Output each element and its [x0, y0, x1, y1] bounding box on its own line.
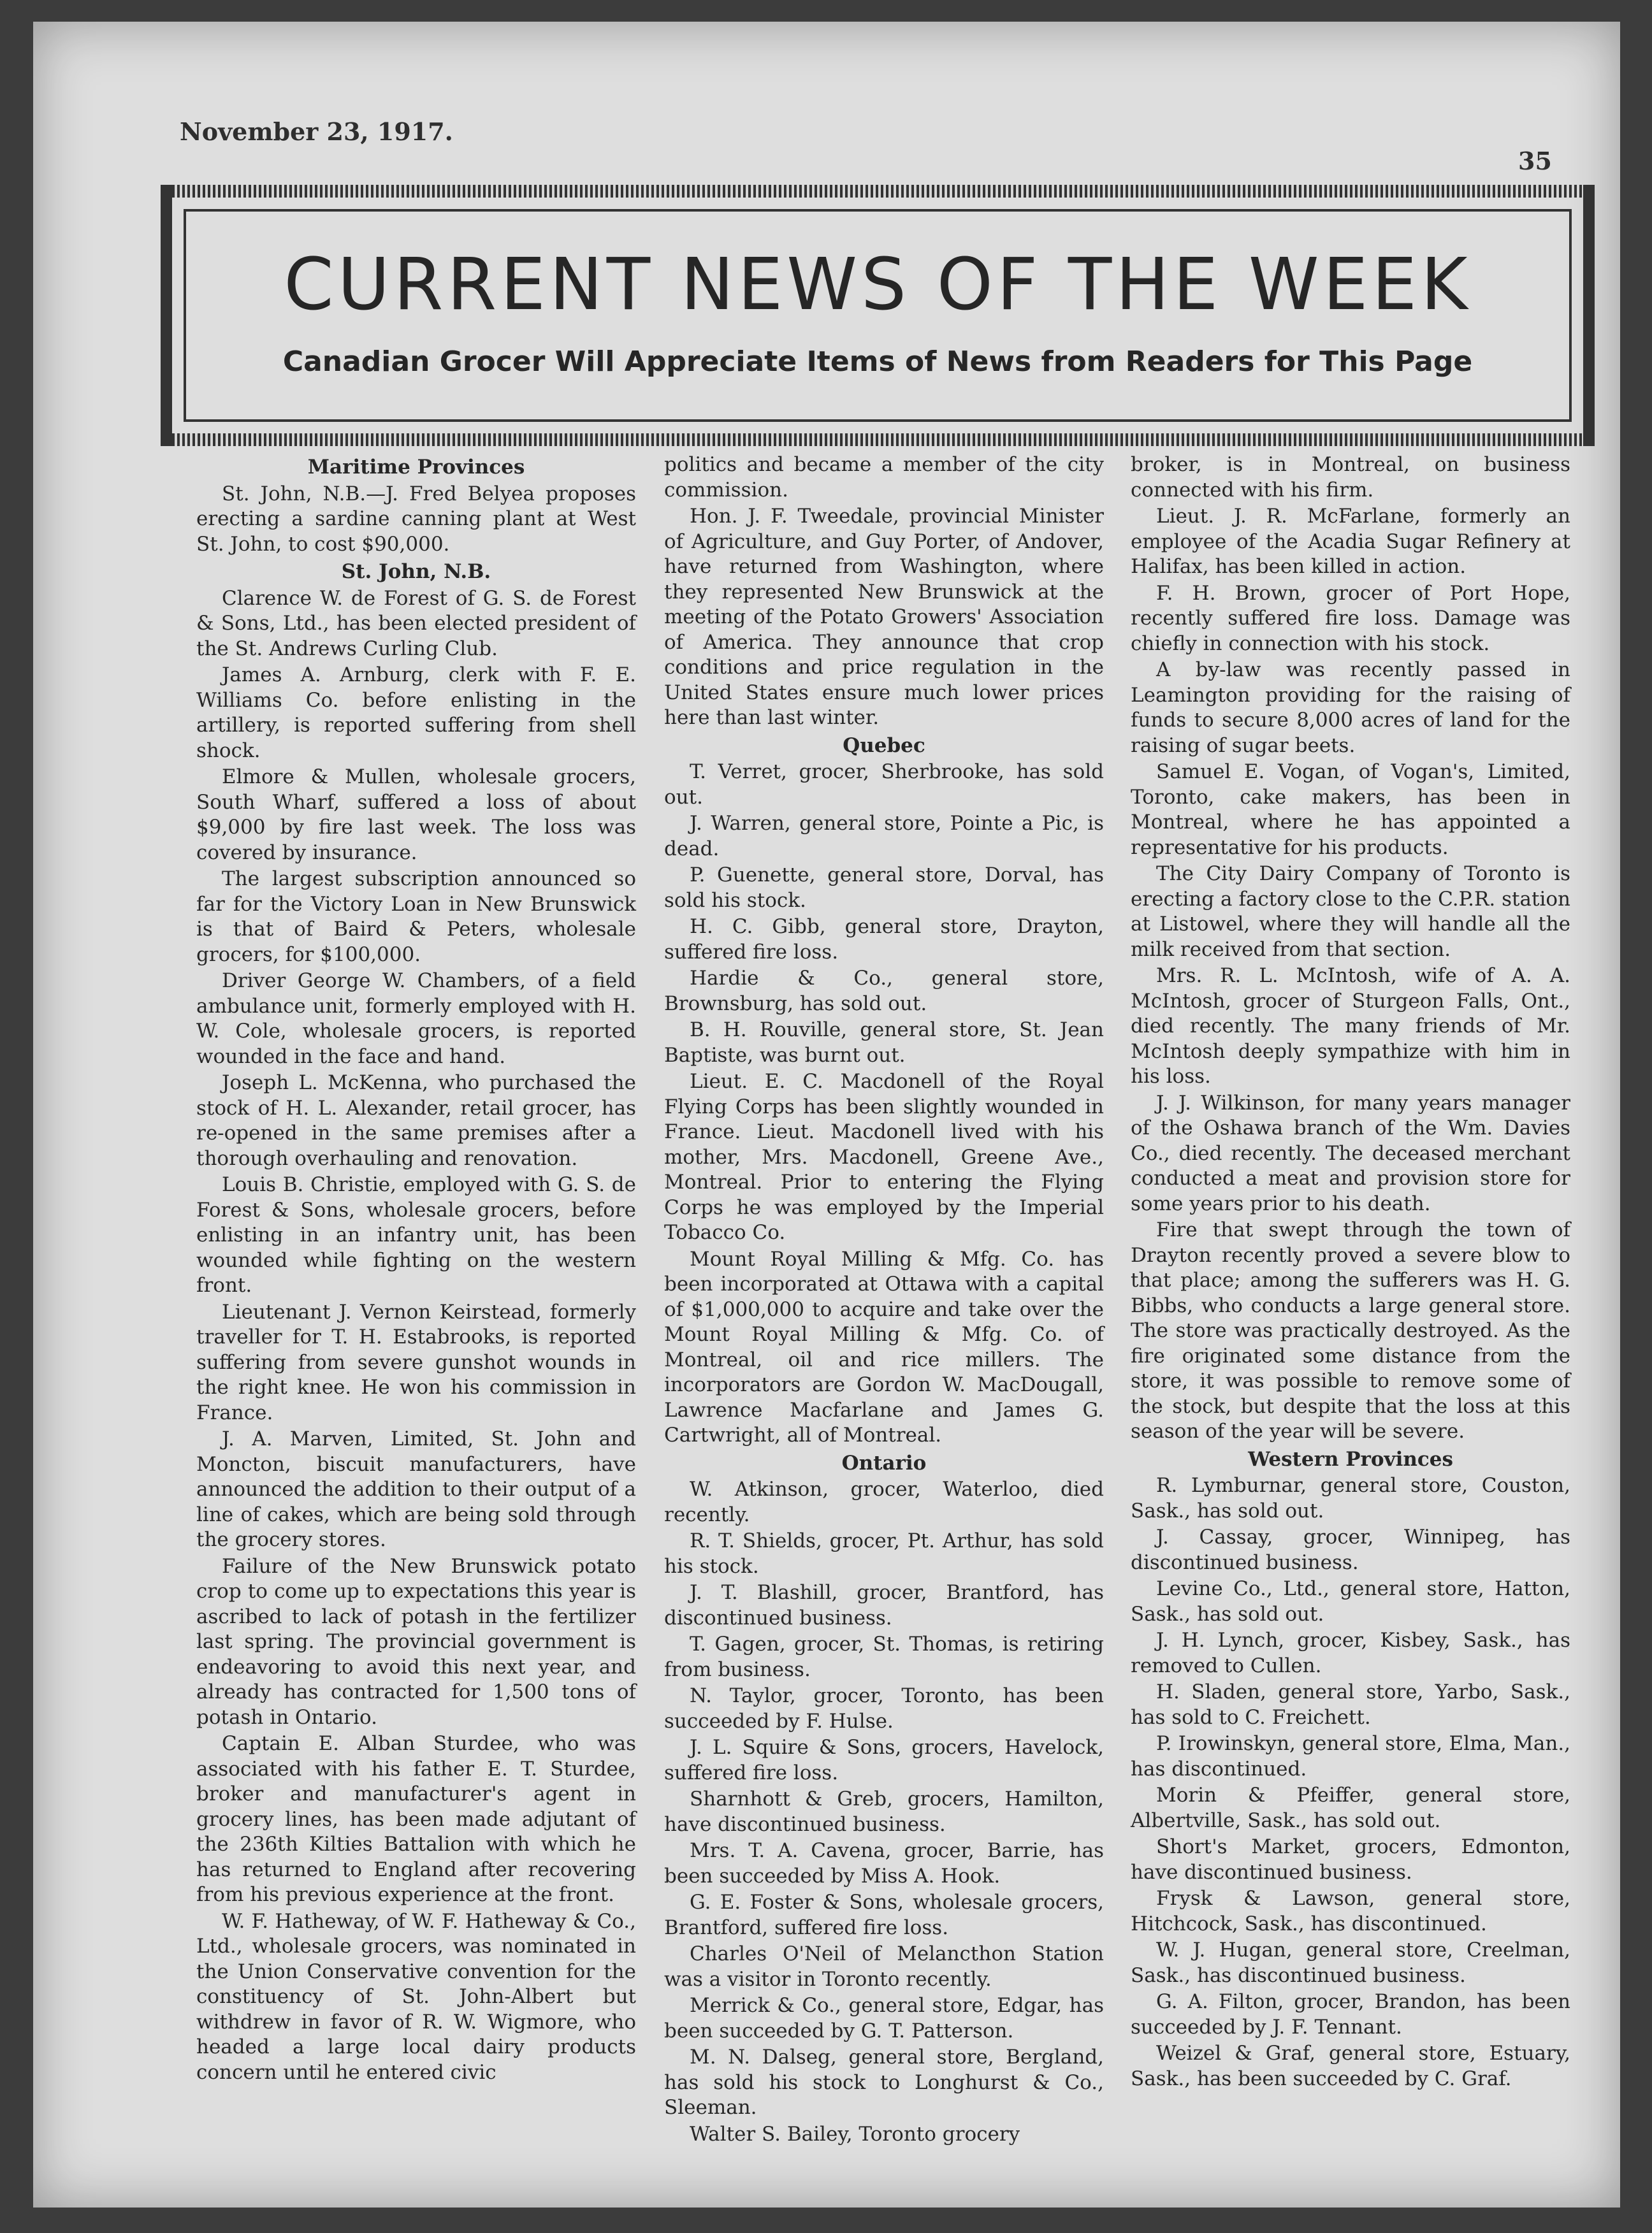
news-item: Charles O'Neil of Melancthon Station was a visitor in Toronto recently. [664, 1942, 1104, 1991]
news-item: Merrick & Co., general store, Edgar, has been succeeded by G. T. Patterson. [664, 1994, 1104, 2042]
news-item: H. C. Gibb, general store, Drayton, suffered fire loss. [664, 915, 1104, 964]
news-item: Fire that swept through the town of Drayton recently proved a severe blow to that place; among the sufferers was H. G. Bibbs, who conducts a large general store. The store was practically destroyed. As the fire originated some distance from the store, it was possible to remove some of the stock, but despite that the loss at this season of the year will be severe. [1131, 1218, 1570, 1443]
news-item: J. Cassay, grocer, Winnipeg, has discontinued business. [1131, 1526, 1570, 1574]
news-item: Joseph L. McKenna, who purchased the stock of H. L. Alexander, retail grocer, has re-opened in the same premises after a thorough overhauling and renovation. [196, 1071, 636, 1170]
news-item: W. F. Hatheway, of W. F. Hatheway & Co., Ltd., wholesale grocers, was nominated in the Union Conservative convention for the constituency of St. John-Albert but withdrew in favor of R. W. Wigmore, who headed a large local dairy products concern until he entered civic [196, 1909, 636, 2084]
news-item: G. A. Filton, grocer, Brandon, has been succeeded by J. F. Tennant. [1131, 1990, 1570, 2039]
section-heading-maritime: Maritime Provinces [307, 456, 525, 479]
news-item-continued: broker, is in Montreal, on business connected with his firm. [1131, 453, 1570, 502]
column-3 [1131, 452, 1570, 2093]
news-item: P. Irowinskyn, general store, Elma, Man., has discontinued. [1131, 1732, 1570, 1781]
page-subtitle: Canadian Grocer Will Appreciate Items of News from Readers for This Page [282, 345, 1473, 378]
news-item: Short's Market, grocers, Edmonton, have discontinued business. [1131, 1835, 1570, 1884]
news-item: Elmore & Mullen, wholesale grocers, South Wharf, suffered a loss of about $9,000 by fire last week. The loss was covered by insurance. [196, 765, 636, 864]
news-item: Failure of the New Brunswick potato crop to come up to expectations this year is ascribed to lack of potash in the fertilizer last spring. The provincial government is endeavoring to avoid this next year, and already has contracted for 1,500 tons of potash in Ontario. [196, 1554, 636, 1729]
news-item: W. J. Hugan, general store, Creelman, Sask., has discontinued business. [1131, 1939, 1570, 1987]
news-item: Samuel E. Vogan, of Vogan's, Limited, Toronto, cake makers, has been in Montreal, where he has appointed a representative for his products. [1131, 760, 1570, 859]
news-item: N. Taylor, grocer, Toronto, has been succeeded by F. Hulse. [664, 1684, 1104, 1733]
column-1 [196, 452, 636, 2086]
section-heading-ontario: Ontario [841, 1451, 927, 1475]
news-item: Driver George W. Chambers, of a field ambulance unit, formerly employed with H. W. Cole, wholesale grocers, is reported wounded in the face and hand. [196, 969, 636, 1068]
news-item: Walter S. Bailey, Toronto grocery [690, 2122, 1020, 2146]
news-item: J. H. Lynch, grocer, Kisbey, Sask., has removed to Cullen. [1131, 1629, 1570, 1677]
news-item: Lieut. E. C. Macdonell of the Royal Flying Corps has been slightly wounded in France. Lieut. Macdonell lived with his mother, Mrs. Macdonell, Greene Ave., Montreal. Prior to entering the Flying Corps he was employed by the Imperial Tobacco Co. [664, 1070, 1104, 1244]
news-item: T. Verret, grocer, Sherbrooke, has sold out. [664, 760, 1104, 809]
news-item: P. Guenette, general store, Dorval, has sold his stock. [664, 864, 1104, 912]
news-item: Lieut. J. R. McFarlane, formerly an employee of the Acadia Sugar Refinery at Halifax, has been killed in action. [1131, 505, 1570, 578]
news-item: Mrs. R. L. McIntosh, wife of A. A. McIntosh, grocer of Sturgeon Falls, Ont., died recently. The many friends of Mr. McIntosh deeply sympathize with him in his loss. [1131, 964, 1570, 1088]
news-item: Captain E. Alban Sturdee, who was associated with his father E. T. Sturdee, broker and manufacturer's agent in grocery lines, has been made adjutant of the 236th Kilties Battalion with which he has returned to England after recovering from his previous experience at the front. [196, 1732, 636, 1906]
page-number: 35 [1518, 147, 1552, 175]
news-item: J. T. Blashill, grocer, Brantford, has discontinued business. [664, 1581, 1104, 1630]
section-heading-quebec: Quebec [843, 733, 925, 757]
news-item: W. Atkinson, grocer, Waterloo, died recently. [664, 1478, 1104, 1526]
news-item: Morin & Pfeiffer, general store, Albertville, Sask., has sold out. [1131, 1784, 1570, 1832]
news-item: The City Dairy Company of Toronto is erecting a factory close to the C.P.R. station at Listowel, where they will handle all the milk received from that section. [1131, 862, 1570, 961]
news-item: The largest subscription announced so far for the Victory Loan in New Brunswick is that of Baird & Peters, wholesale grocers, for $100,000. [196, 867, 636, 966]
news-item: B. H. Rouville, general store, St. Jean Baptiste, was burnt out. [664, 1018, 1104, 1067]
page-title: CURRENT NEWS OF THE WEEK [284, 243, 1472, 326]
news-item: Frysk & Lawson, general store, Hitchcock, Sask., has discontinued. [1131, 1887, 1570, 1935]
news-item: R. T. Shields, grocer, Pt. Arthur, has sold his stock. [664, 1529, 1104, 1578]
news-item: St. John, N.B.—J. Fred Belyea proposes erecting a sardine canning plant at West St. John, to cost $90,000. [196, 482, 636, 556]
news-item: A by-law was recently passed in Leamington providing for the raising of funds to secure 8,000 acres of land for the raising of sugar beets. [1131, 658, 1570, 757]
news-item: J. A. Marven, Limited, St. John and Moncton, biscuit manufacturers, have announced the addition to their output of a line of cakes, which are being sold through the grocery stores. [196, 1427, 636, 1551]
news-item: J. Warren, general store, Pointe a Pic, is dead. [664, 812, 1104, 860]
news-item: Levine Co., Ltd., general store, Hatton, Sask., has sold out. [1131, 1577, 1570, 1626]
news-item: H. Sladen, general store, Yarbo, Sask., has sold to C. Freichett. [1131, 1680, 1570, 1729]
news-item: T. Gagen, grocer, St. Thomas, is retiring from business. [664, 1633, 1104, 1681]
news-item: Hardie & Co., general store, Brownsburg, has sold out. [664, 967, 1104, 1015]
section-heading-western: Western Provinces [1248, 1447, 1453, 1471]
news-item: J. J. Wilkinson, for many years manager of the Oshawa branch of the Wm. Davies Co., died recently. The deceased merchant conducted a meat and provision store for some years prior to his death. [1131, 1091, 1570, 1215]
news-item: Hon. J. F. Tweedale, provincial Minister of Agriculture, and Guy Porter, of Andover, have returned from Washington, where they represented New Brunswick at the meeting of the Potato Growers' Association of America. They announce that crop conditions and price regulation in the United States ensure much lower prices here than last winter. [664, 505, 1104, 729]
news-item: G. E. Foster & Sons, wholesale grocers, Brantford, suffered fire loss. [664, 1891, 1104, 1939]
magazine-page [33, 22, 1620, 2208]
masthead-banner [161, 185, 1595, 446]
news-item: J. L. Squire & Sons, grocers, Havelock, suffered fire loss. [664, 1736, 1104, 1784]
issue-date: November 23, 1917. [180, 117, 453, 146]
news-item: James A. Arnburg, clerk with F. E. Williams Co. before enlisting in the artillery, is reported suffering from shell shock. [196, 663, 636, 762]
news-item: R. Lymburnar, general store, Couston, Sask., has sold out. [1131, 1474, 1570, 1522]
news-item: Mount Royal Milling & Mfg. Co. has been incorporated at Ottawa with a capital of $1,000,000 to acquire and take over the Mount Royal Milling & Mfg. Co. of Montreal, oil and rice millers. The incorporators are Gordon W. MacDougall, Lawrence Macfarlane and James G. Cartwright, all of Montreal. [664, 1247, 1104, 1447]
news-item-continued: politics and became a member of the city commission. [664, 453, 1104, 502]
news-item: M. N. Dalseg, general store, Bergland, has sold his stock to Longhurst & Co., Sleeman. [664, 2046, 1104, 2119]
news-item: Mrs. T. A. Cavena, grocer, Barrie, has been succeeded by Miss A. Hook. [664, 1839, 1104, 1888]
news-item: Clarence W. de Forest of G. S. de Forest & Sons, Ltd., has been elected president of the St. Andrews Curling Club. [196, 586, 636, 660]
news-item: Weizel & Graf, general store, Estuary, Sask., has been succeeded by C. Graf. [1131, 2042, 1570, 2090]
section-heading-st-john: St. John, N.B. [341, 560, 491, 583]
news-item: F. H. Brown, grocer of Port Hope, recently suffered fire loss. Damage was chiefly in connection with his stock. [1131, 581, 1570, 655]
news-item: Louis B. Christie, employed with G. S. de Forest & Sons, wholesale grocers, before enlisting in an infantry unit, has been wounded while fighting on the western front. [196, 1173, 636, 1297]
news-item: Sharnhott & Greb, grocers, Hamilton, have discontinued business. [664, 1788, 1104, 1836]
news-item: Lieutenant J. Vernon Keirstead, formerly traveller for T. H. Estabrooks, is reported suffering from severe gunshot wounds in the right knee. He won his commission in France. [196, 1300, 636, 1424]
column-2 [664, 452, 1104, 2148]
